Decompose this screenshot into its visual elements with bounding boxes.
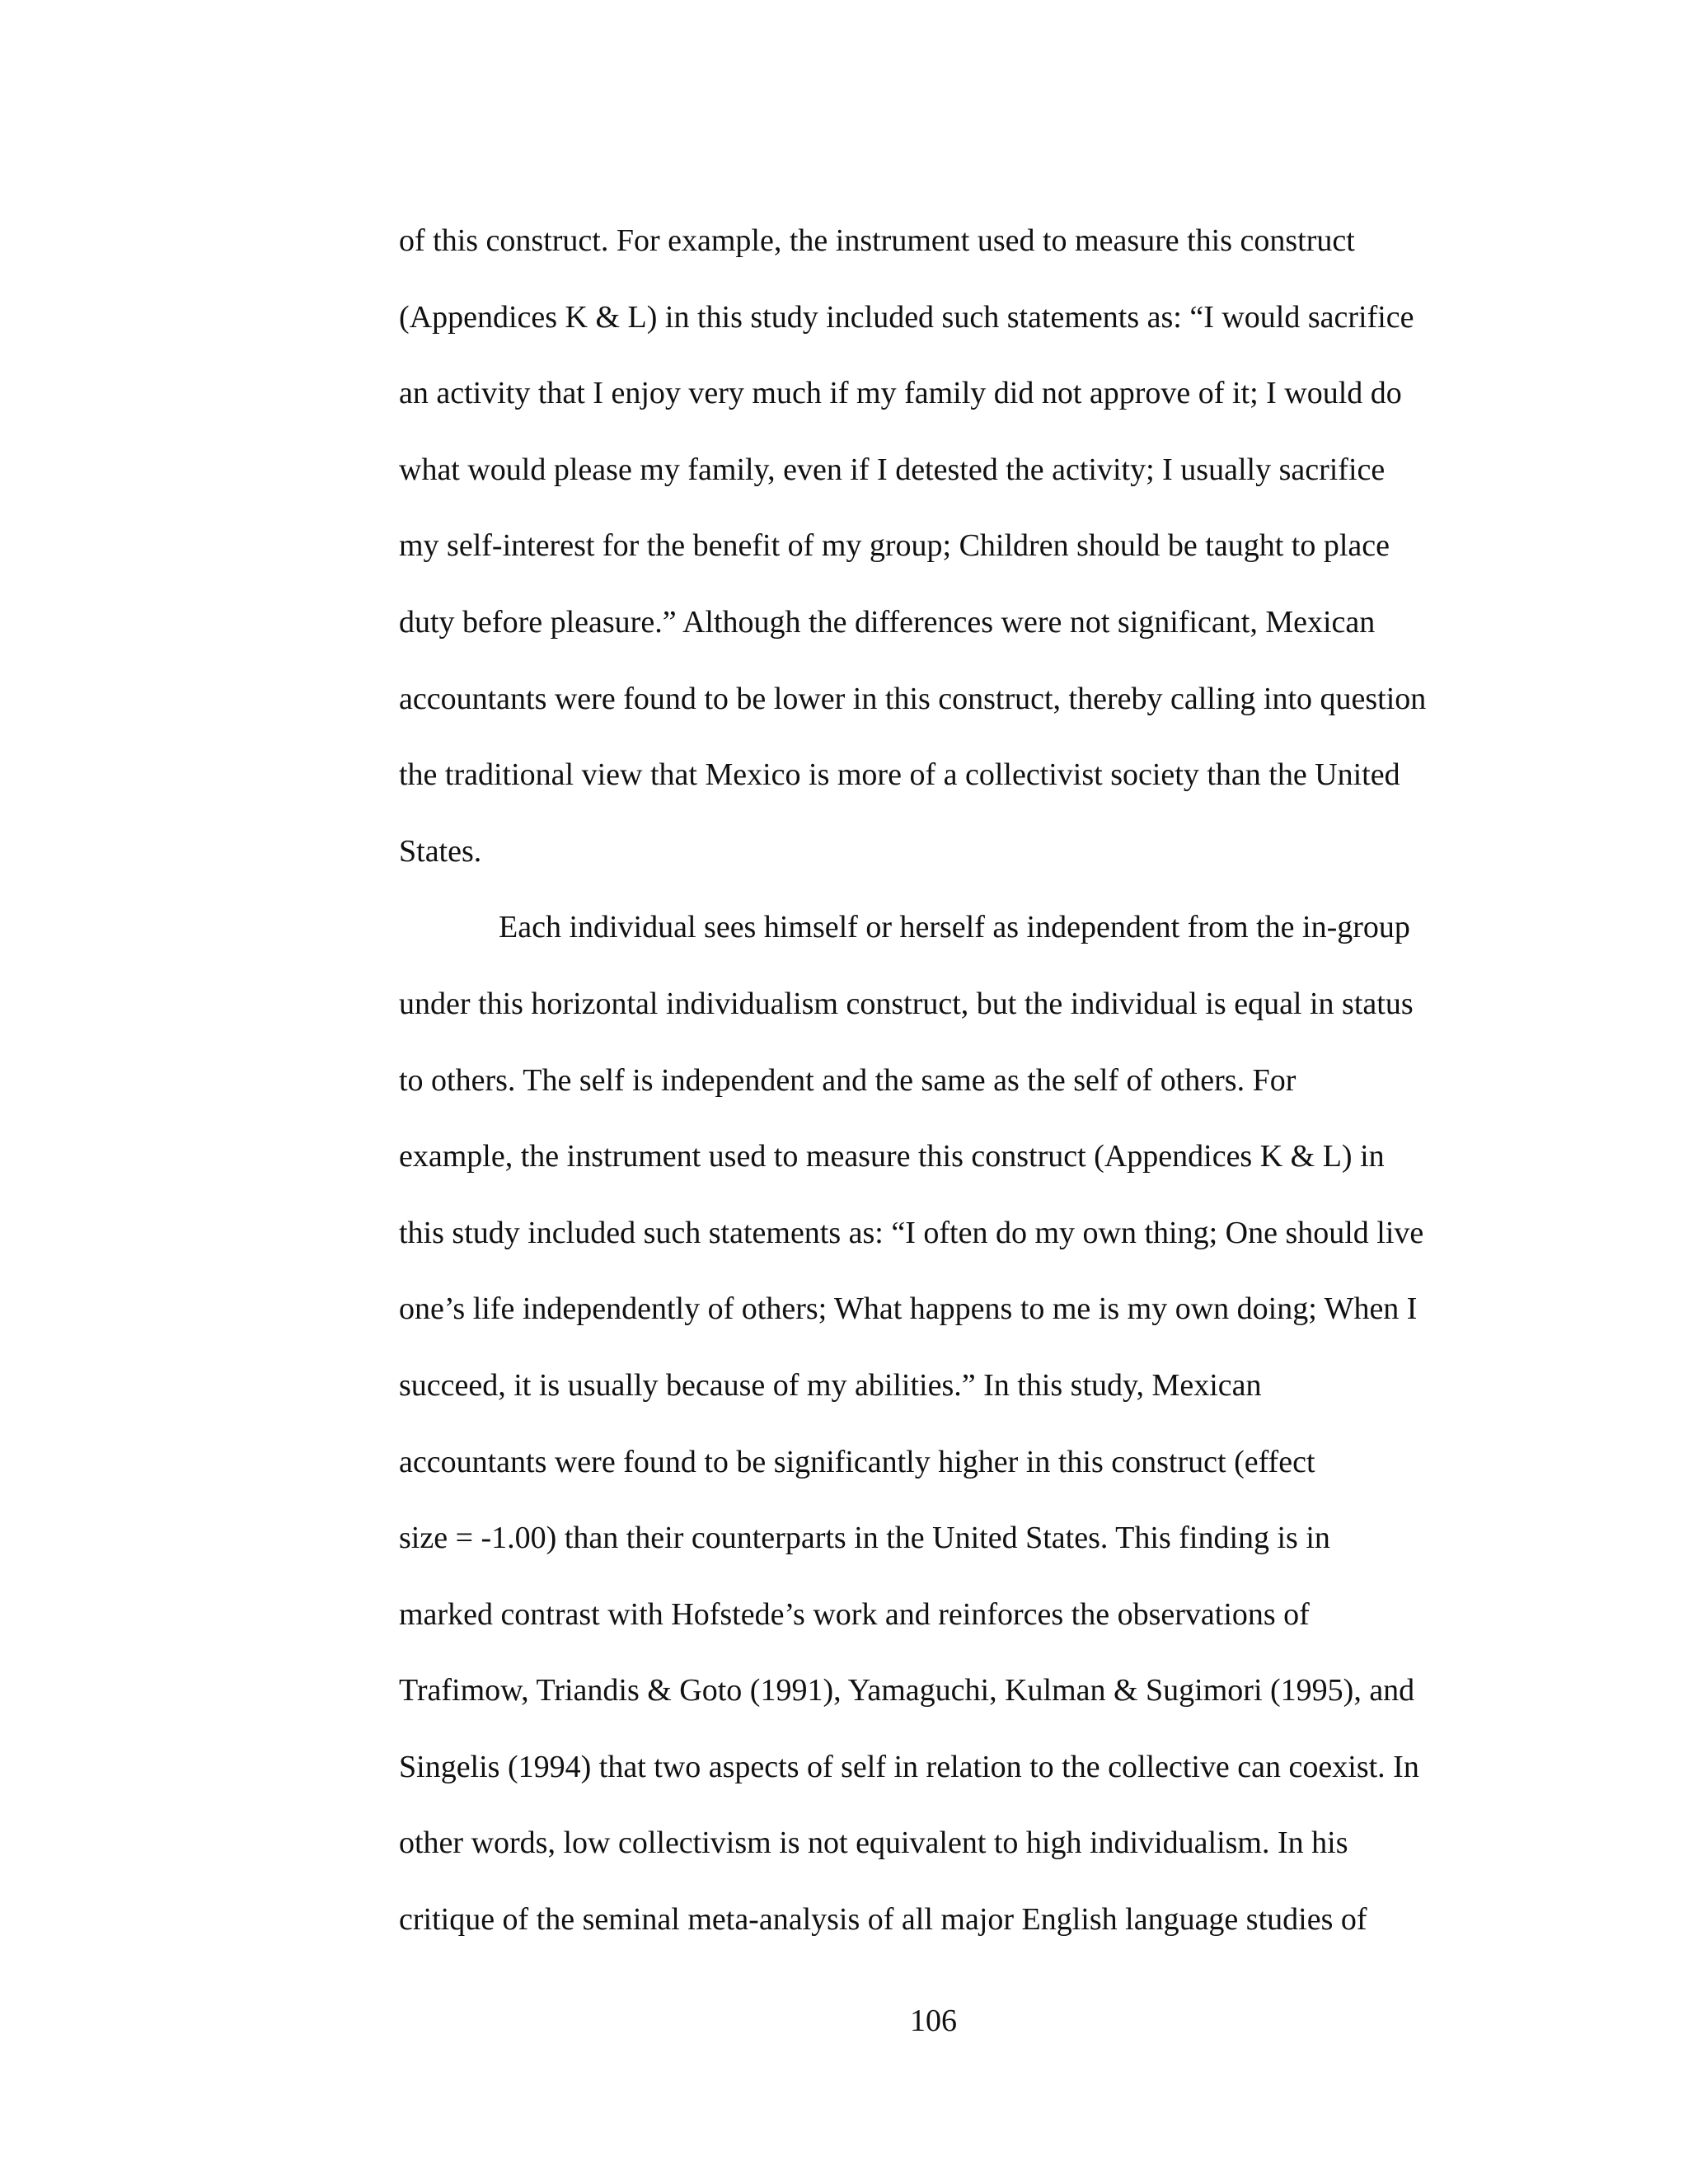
paragraph-first-line: Each individual sees himself or herself as independent from the in-group: [499, 910, 1410, 945]
text-line: example, the instrument used to measure this construct (Appendices K & L) in: [399, 1139, 1385, 1174]
body-text: [399, 213, 1487, 1968]
text-line: one’s life independently of others; What happens to me is my own doing; When I: [399, 1291, 1418, 1327]
text-line: the traditional view that Mexico is more of a collectivist society than the United: [399, 757, 1400, 793]
text-line: my self-interest for the benefit of my group; Children should be taught to place: [399, 528, 1390, 564]
text-line: size = -1.00) than their counterparts in the United States. This finding is in: [399, 1521, 1330, 1556]
text-line: Singelis (1994) that two aspects of self in relation to the collective can coexist. In: [399, 1749, 1419, 1784]
text-line: Trafimow, Triandis & Goto (1991), Yamaguchi, Kulman & Sugimori (1995), and: [399, 1673, 1415, 1708]
text-line: (Appendices K & L) in this study included such statements as: “I would sacrifice: [399, 299, 1414, 335]
text-line: critique of the seminal meta-analysis of all major English language studies of: [399, 1902, 1367, 1938]
text-line: to others. The self is independent and the same as the self of others. For: [399, 1062, 1296, 1098]
text-line: what would please my family, even if I detested the activity; I usually sacrifice: [399, 452, 1386, 487]
text-line: marked contrast with Hofstede’s work and reinforces the observations of: [399, 1596, 1310, 1632]
text-line: under this horizontal individualism construct, but the individual is equal in status: [399, 986, 1414, 1021]
text-line: an activity that I enjoy very much if my family did not approve of it; I would do: [399, 376, 1402, 411]
text-line: duty before pleasure.” Although the differences were not significant, Mexican: [399, 604, 1376, 640]
text-line: succeed, it is usually because of my abilities.” In this study, Mexican: [399, 1367, 1262, 1403]
text-line: accountants were found to be lower in this construct, thereby calling into question: [399, 681, 1427, 716]
page-number: 106: [910, 2004, 957, 2038]
text-line: this study included such statements as: “I often do my own thing; One should live: [399, 1215, 1424, 1250]
text-line: other words, low collectivism is not equivalent to high individualism. In his: [399, 1825, 1348, 1861]
text-line: accountants were found to be significantly higher in this construct (effect: [399, 1444, 1315, 1479]
text-line: States.: [399, 833, 482, 869]
text-line: of this construct. For example, the instrument used to measure this construct: [399, 223, 1355, 258]
